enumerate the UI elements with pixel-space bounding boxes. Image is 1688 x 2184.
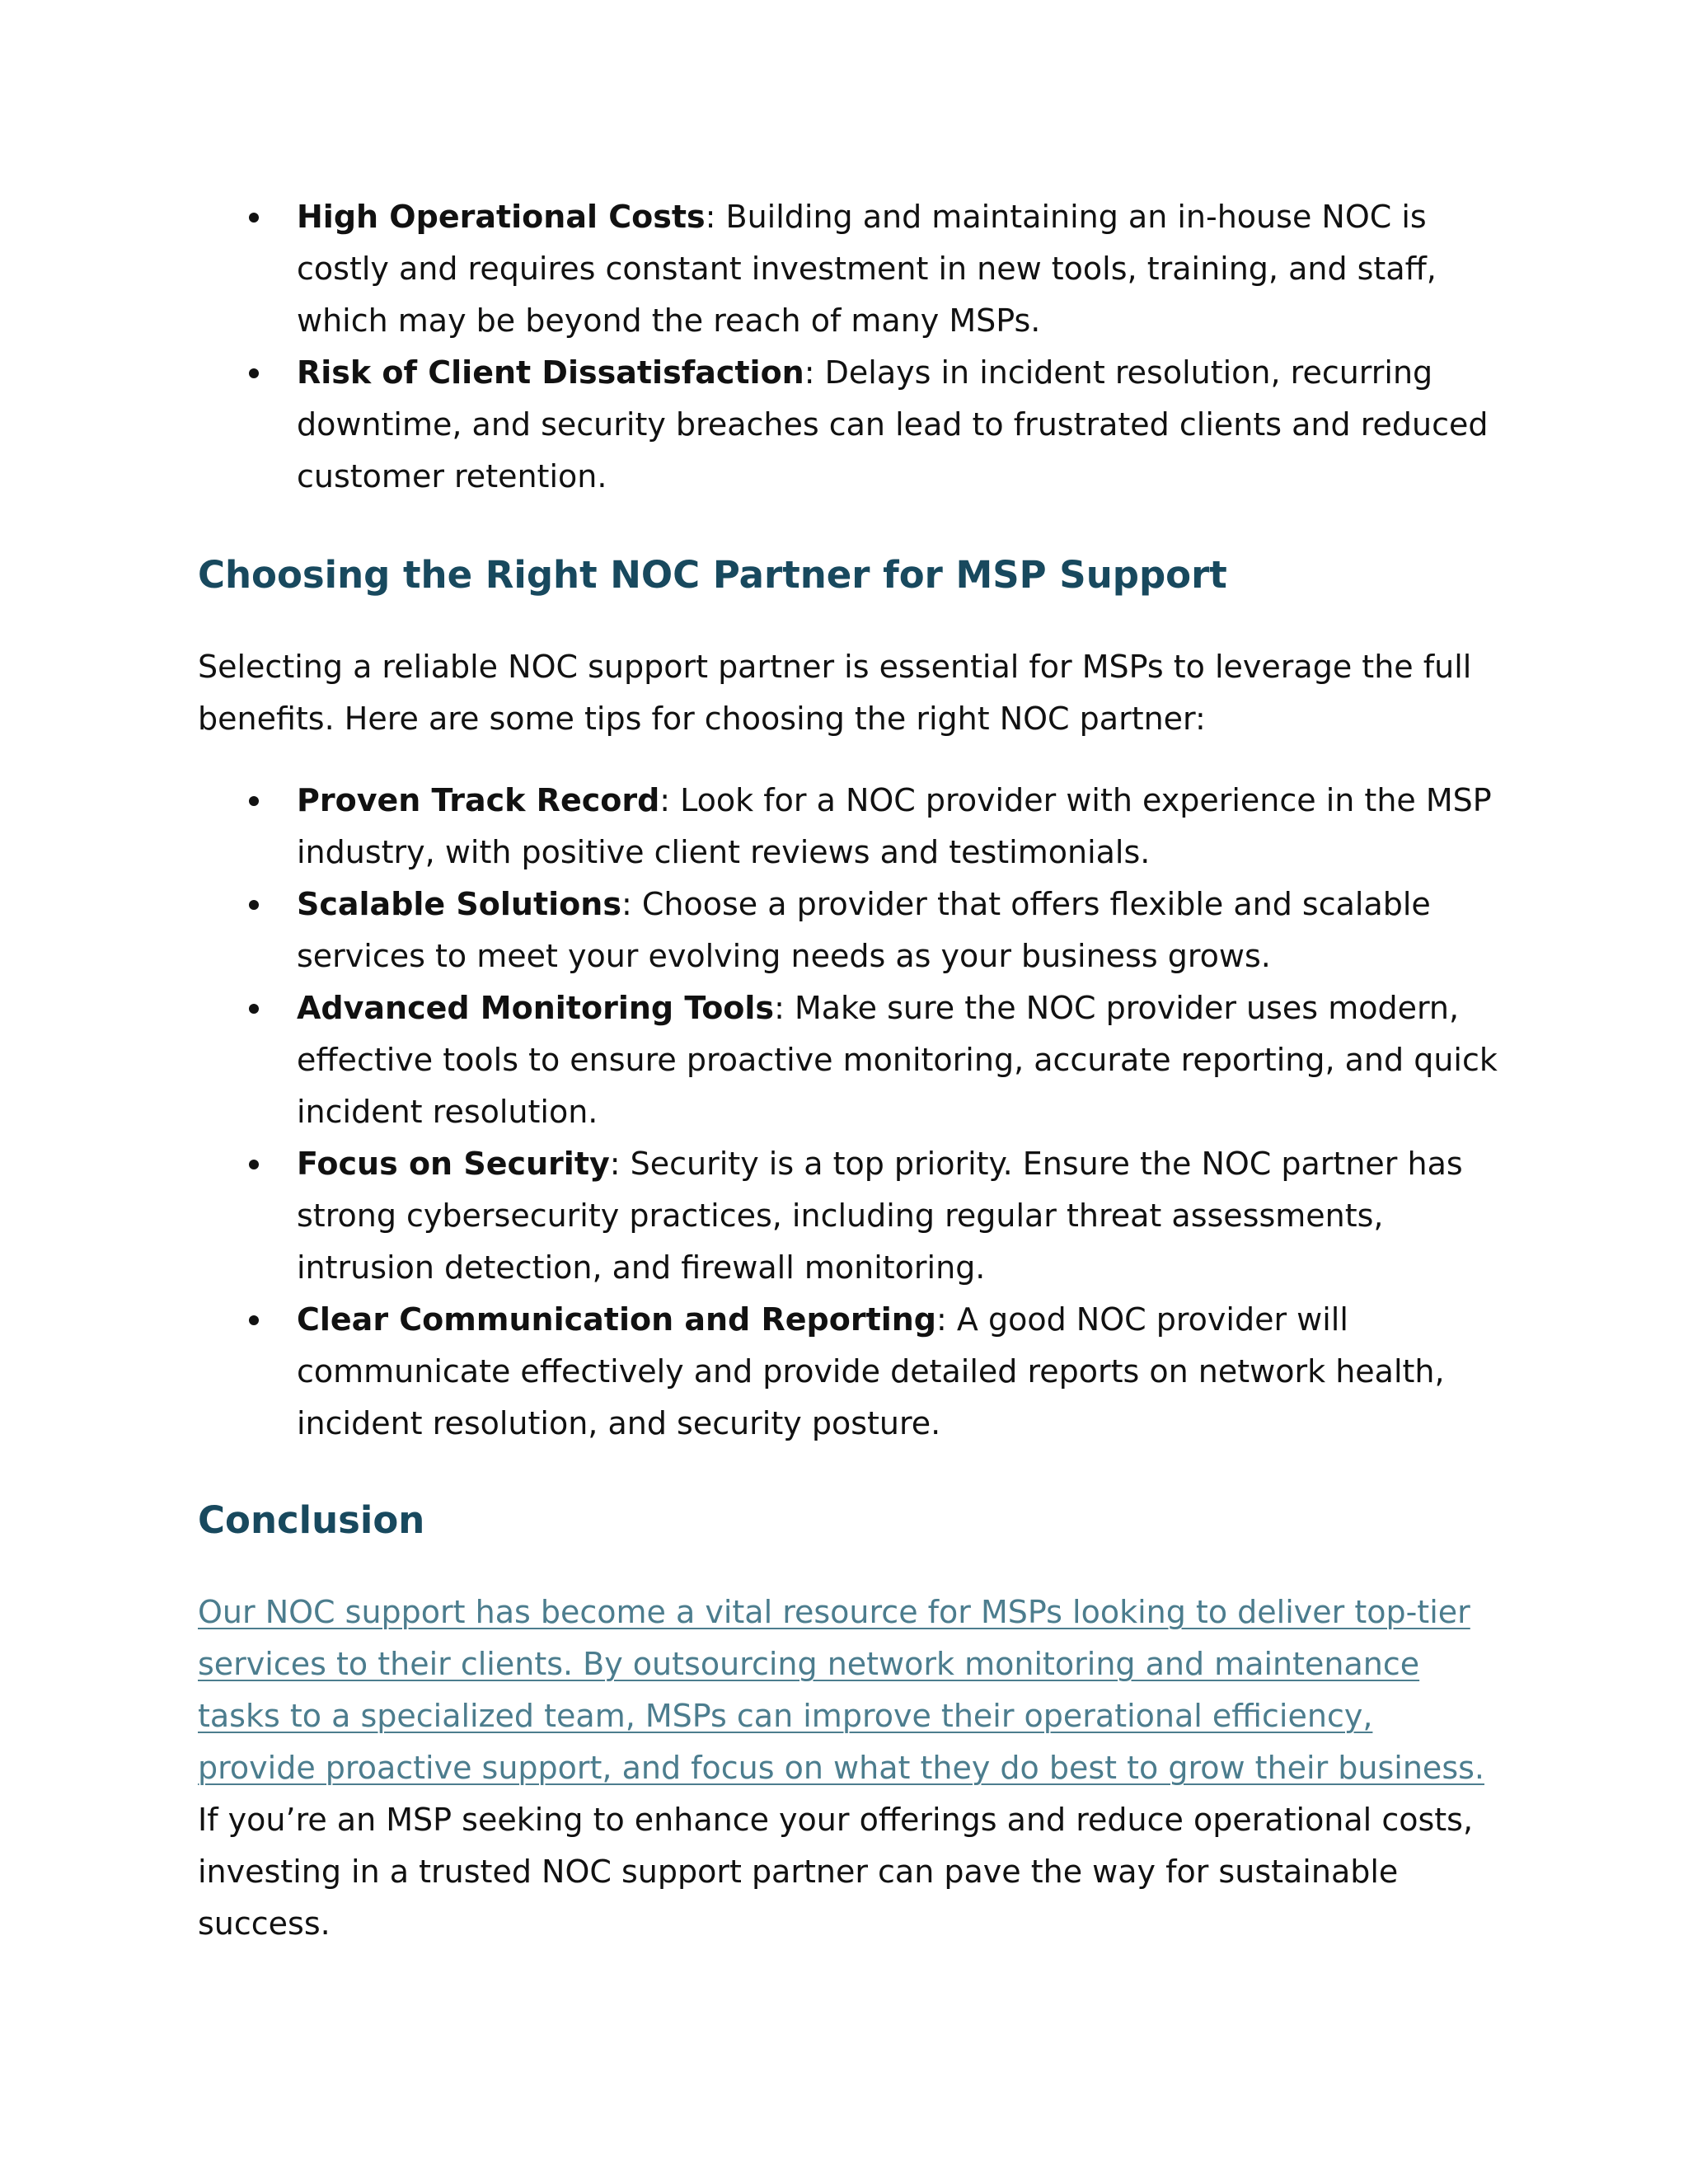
list-item-text: : Make sure the NOC provider uses modern, effective tools to ensure proactive monitoring, accurate reporting, and quick incident resolution. xyxy=(297,990,1498,1130)
list-item-text: : Look for a NOC provider with experience in the MSP industry, with positive client reviews and testimonials. xyxy=(297,782,1492,870)
tips-list xyxy=(198,775,1500,1450)
conclusion-paragraph xyxy=(198,1586,1500,1950)
conclusion-text: If you’re an MSP seeking to enhance your offerings and reduce operational costs, investing in a trusted NOC support partner can pave the way for sustainable success. xyxy=(198,1802,1474,1942)
list-item-text: : Delays in incident resolution, recurring downtime, and security breaches can lead to frustrated clients and reduced customer retention. xyxy=(297,354,1489,494)
list-item xyxy=(198,879,1500,982)
list-item-term: Focus on Security xyxy=(297,1146,610,1182)
document-page xyxy=(198,191,1500,1950)
section-intro-paragraph: Selecting a reliable NOC support partner is essential for MSPs to leverage the full benefits. Here are some tips for choosing the right NOC partner: xyxy=(198,649,1472,737)
list-item-term: High Operational Costs xyxy=(297,199,706,235)
list-item xyxy=(198,1138,1500,1294)
noc-support-link[interactable]: Our NOC support has become a vital resource for MSPs looking to deliver top-tier services to their clients. By outsourcing network monitoring and maintenance tasks to a specialized team, MSPs can improve their operational efficiency, provide proactive support, and focus on what they do best to grow their business. xyxy=(198,1594,1484,1786)
challenges-list xyxy=(198,191,1500,503)
list-item-term: Proven Track Record xyxy=(297,782,660,818)
list-item-term: Scalable Solutions xyxy=(297,886,621,922)
list-item xyxy=(198,982,1500,1138)
list-item-text: : A good NOC provider will communicate effectively and provide detailed reports on network health, incident resolution, and security posture. xyxy=(297,1301,1445,1441)
list-item-text: : Choose a provider that offers flexible and scalable services to meet your evolving needs as your business grows. xyxy=(297,886,1431,974)
list-item-term: Advanced Monitoring Tools xyxy=(297,990,775,1026)
list-item-text: : Building and maintaining an in-house NOC is costly and requires constant investment in new tools, training, and staff, which may be beyond the reach of many MSPs. xyxy=(297,199,1437,339)
section-heading-conclusion: Conclusion xyxy=(198,1498,425,1542)
list-item xyxy=(198,1294,1500,1450)
section-heading-choosing: Choosing the Right NOC Partner for MSP Support xyxy=(198,553,1227,597)
list-item-text: : Security is a top priority. Ensure the NOC partner has strong cybersecurity practices, including regular threat assessments, intrusion detection, and firewall monitoring. xyxy=(297,1146,1463,1286)
list-item xyxy=(198,775,1500,879)
list-item-term: Clear Communication and Reporting xyxy=(297,1301,937,1338)
list-item-term: Risk of Client Dissatisfaction xyxy=(297,354,804,391)
list-item xyxy=(198,347,1500,503)
list-item xyxy=(198,191,1500,347)
